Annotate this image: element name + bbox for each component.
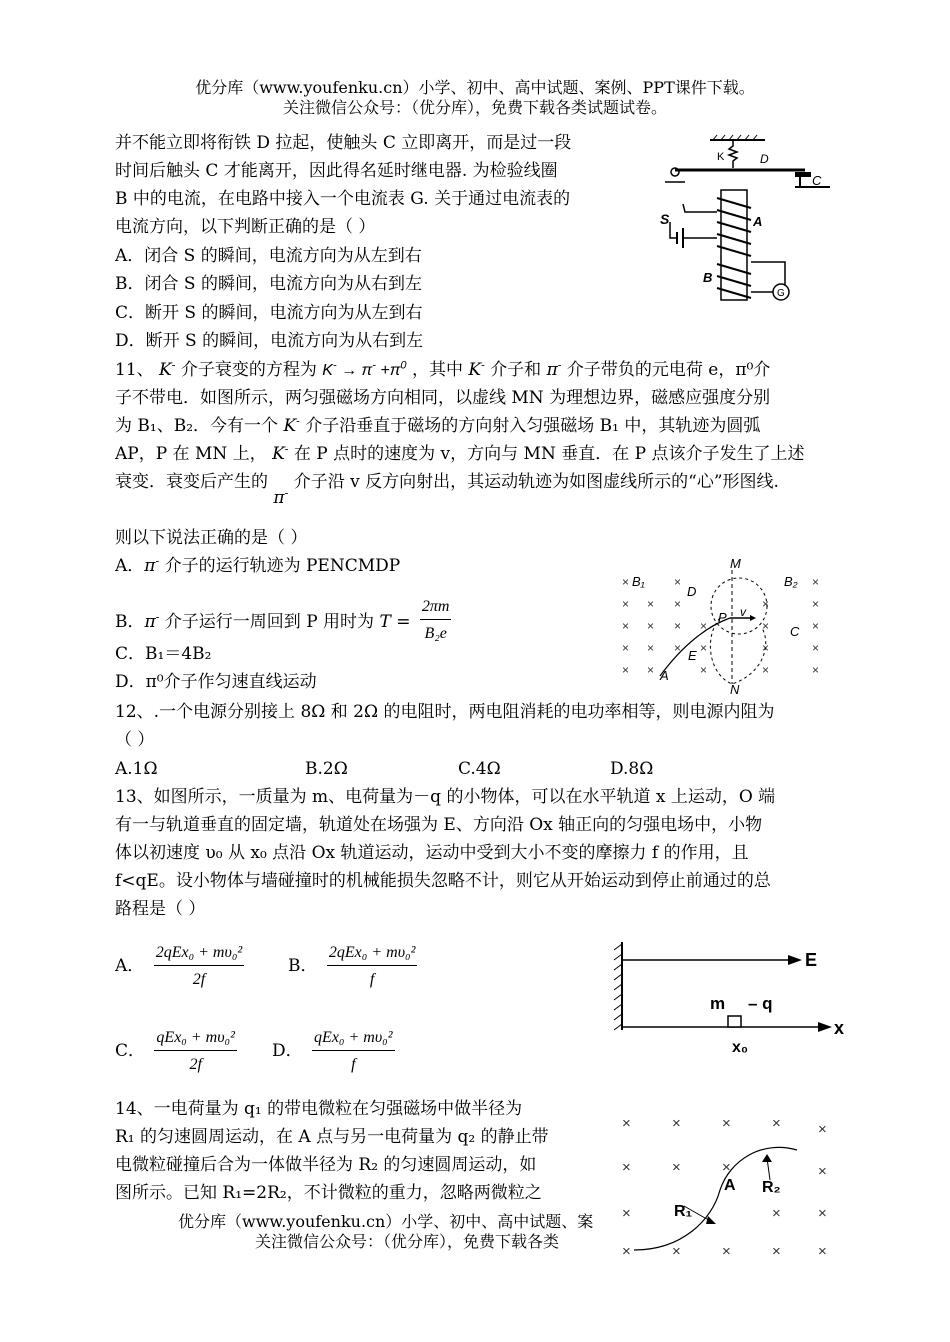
eq-kaon: K xyxy=(322,362,333,379)
fraction-denominator: 2f xyxy=(189,1056,202,1073)
svg-text:×: × xyxy=(762,641,770,655)
fraction-numerator: qEx₀ + mυ₀² xyxy=(312,1027,395,1051)
svg-text:×: × xyxy=(812,597,820,611)
q10-option-c: C．断开 S 的瞬间，电流方向为从左到右 xyxy=(115,303,423,323)
label-d: D xyxy=(687,584,697,599)
q10-line-2: 时间后触头 C 才能离开，因此得名延时继电器. 为检验线圈 xyxy=(115,161,558,181)
q10-line-4: 电流方向，以下判断正确的是（ ） xyxy=(115,217,376,237)
q13-line-1: 13、如图所示，一质量为 m、电荷量为－q 的小物体，可以在水平轨道 x 上运动，O 端 xyxy=(115,787,776,807)
svg-text:×: × xyxy=(818,1163,827,1180)
svg-text:×: × xyxy=(700,641,708,655)
period-fraction xyxy=(420,596,452,645)
q11-opt-text: 介子运行一周回到 P 用时为 xyxy=(164,612,375,632)
label-r1: R₁ xyxy=(674,1203,693,1220)
q11-text: 衰变．衰变后产生的 xyxy=(115,472,268,492)
label-a: A xyxy=(724,1177,736,1194)
q10-line-3: B 中的电流，在电路中接入一个电流表 G. 关于通过电流表的 xyxy=(115,189,571,209)
svg-text:×: × xyxy=(812,619,820,633)
fraction-denominator: f xyxy=(369,971,375,988)
q13-fraction-b xyxy=(327,942,418,991)
header-line-2: 关注微信公众号：（优分库），免费下载各类试题试卷。 xyxy=(282,98,667,117)
label-v: v xyxy=(740,605,746,619)
q13-line-2: 有一与轨道垂直的固定墙，轨道处在场强为 E、方向沿 Ox 轴正向的匀强电场中，小物 xyxy=(115,815,763,835)
q11-line-4: AP，P 在 MN 上， K- 在 P 点时的速度为 v，方向与 MN 垂直．在 P 点该介子发生了上述 xyxy=(115,442,805,464)
q13-line-4: f<qE。设小物体与墙碰撞时的机械能损失忽略不计，则它从开始运动到停止前通过的总 xyxy=(115,871,771,891)
q13-opt-label: A． xyxy=(115,956,145,976)
svg-text:×: × xyxy=(674,641,682,655)
svg-text:×: × xyxy=(762,663,770,677)
q10-line-1: 并不能立即将衔铁 D 拉起，使触头 C 立即离开，而是过一段 xyxy=(115,133,572,153)
q11-line-1: 11、 K- 介子衰变的方程为 $K^- \to \pi^- +\pi^0$ ，其中 K- 介子和 π- 介子带负的元电荷 e，π⁰介 xyxy=(115,358,771,380)
label-b: B xyxy=(703,270,713,285)
label-n: N xyxy=(730,682,740,696)
svg-text:×: × xyxy=(722,1115,731,1132)
electric-field-track-diagram xyxy=(612,938,857,1060)
svg-text:×: × xyxy=(647,597,655,611)
q11-option-a: A．π- 介子的运行轨迹为 PENCMDP xyxy=(115,554,401,576)
fraction-numerator: qEx₀ + mυ₀² xyxy=(154,1027,237,1051)
kaon-symbol: K xyxy=(159,360,172,380)
svg-text:×: × xyxy=(700,619,708,633)
q13-option-d xyxy=(272,1027,399,1076)
label-r2: R₂ xyxy=(762,1179,781,1196)
footer-line-1: 优分库（www.youfenku.cn）小学、初中、高中试题、案 xyxy=(178,1212,594,1231)
q11-line-6: 则以下说法正确的是（ ） xyxy=(115,528,308,548)
svg-text:×: × xyxy=(622,575,630,589)
svg-text:×: × xyxy=(812,641,820,655)
q14-line-4: 图所示。已知 R₁=2R₂，不计微粒的重力，忽略两微粒之 xyxy=(115,1183,542,1203)
eq-pion0: π xyxy=(389,362,401,379)
svg-text:×: × xyxy=(674,575,682,589)
pion-symbol: π xyxy=(144,556,156,576)
q12-line-2: （ ） xyxy=(115,730,155,750)
q13-fraction-d xyxy=(312,1027,395,1076)
kaon-symbol: K xyxy=(468,360,482,380)
q13-option-a xyxy=(115,942,248,991)
label-x0: x₀ xyxy=(732,1039,749,1056)
svg-text:×: × xyxy=(622,619,630,633)
q11-opt-label: B． xyxy=(115,612,145,632)
svg-text:×: × xyxy=(622,597,630,611)
fraction-denominator: 2f xyxy=(192,971,206,988)
svg-text:×: × xyxy=(812,575,820,589)
svg-text:×: × xyxy=(772,1115,781,1132)
svg-text:×: × xyxy=(622,663,630,677)
galvanometer-g: G xyxy=(777,288,785,299)
label-a: A xyxy=(660,668,669,683)
svg-text:×: × xyxy=(672,1243,681,1260)
label-m: M xyxy=(730,556,741,571)
label-q: – q xyxy=(748,994,773,1013)
q11-text: 介子和 xyxy=(490,360,542,380)
svg-text:×: × xyxy=(672,1159,681,1176)
pion-symbol: π xyxy=(546,360,558,380)
svg-text:×: × xyxy=(622,1205,631,1222)
svg-text:×: × xyxy=(818,1243,827,1260)
eq-pion: π xyxy=(361,362,373,379)
svg-text:×: × xyxy=(674,619,682,633)
svg-text:×: × xyxy=(674,597,682,611)
q11-text: AP，P 在 MN 上， xyxy=(115,444,267,464)
svg-text:×: × xyxy=(622,1159,631,1176)
svg-text:×: × xyxy=(647,663,655,677)
kaon-symbol: K xyxy=(272,444,285,464)
label-c: C xyxy=(812,173,822,188)
q11-text: 介子沿垂直于磁场的方向射入匀强磁场 B₁ 中，其轨迹为圆弧 xyxy=(305,416,761,436)
q13-opt-label: B． xyxy=(288,956,318,976)
q13-opt-label: D． xyxy=(272,1041,303,1061)
label-e: E xyxy=(688,648,697,663)
svg-text:×: × xyxy=(762,619,770,633)
q12-option-c: C.4Ω xyxy=(458,759,501,779)
magnetic-field-diagram xyxy=(612,556,832,696)
svg-text:×: × xyxy=(647,641,655,655)
q10-option-b: B．闭合 S 的瞬间，电流方向为从右到左 xyxy=(115,274,422,294)
label-p: P xyxy=(718,610,727,625)
q12-option-d: D.8Ω xyxy=(610,759,654,779)
fraction-numerator: 2qEx₀ + mυ₀² xyxy=(154,942,245,966)
pion-symbol: π xyxy=(144,612,156,632)
svg-text:×: × xyxy=(772,1243,781,1260)
q11-opt-label: A． xyxy=(115,556,145,576)
q11-option-c: C．B₁＝4B₂ xyxy=(115,644,212,664)
q11-opt-text: 介子的运行轨迹为 PENCMDP xyxy=(164,556,401,576)
label-b1: B₁ xyxy=(632,574,645,589)
q14-line-1: 14、一电荷量为 q₁ 的带电微粒在匀强磁场中做半径为 xyxy=(115,1099,523,1119)
q12-option-b: B.2Ω xyxy=(305,759,348,779)
label-e: E xyxy=(805,950,818,970)
kaon-symbol: K xyxy=(283,416,297,436)
svg-text:×: × xyxy=(818,1121,827,1138)
svg-text:×: × xyxy=(818,1205,827,1222)
q13-line-5: 路程是（ ） xyxy=(115,899,206,919)
q13-option-b xyxy=(288,942,421,991)
q13-fraction-c xyxy=(154,1027,237,1076)
svg-text:×: × xyxy=(722,1243,731,1260)
q11-text: 在 P 点时的速度为 v，方向与 MN 垂直．在 P 点该介子发生了上述 xyxy=(293,444,805,464)
collision-field-diagram xyxy=(612,1110,842,1260)
q13-option-c xyxy=(115,1027,241,1076)
label-m: m xyxy=(710,994,726,1013)
q10-option-d: D．断开 S 的瞬间，电流方向为从右到左 xyxy=(115,331,424,351)
svg-text:×: × xyxy=(812,663,820,677)
svg-text:×: × xyxy=(772,1205,781,1222)
label-k: K xyxy=(717,151,725,163)
q13-fraction-a xyxy=(154,942,245,991)
q12-line-1: 12、.一个电源分别接上 8Ω 和 2Ω 的电阻时，两电阻消耗的电功率相等，则电源内阻为 xyxy=(115,702,775,722)
label-s: S xyxy=(660,211,670,227)
svg-text:×: × xyxy=(622,1115,631,1132)
q11-line-2: 子不带电．如图所示，两匀强磁场方向相同，以虚线 MN 为理想边界，磁感应强度分别 xyxy=(115,388,771,408)
q11-text: ，其中 xyxy=(411,360,463,380)
label-b2: B₂ xyxy=(784,574,798,589)
formula-t: T = xyxy=(379,612,411,632)
label-c: C xyxy=(790,624,800,639)
fraction-numerator: 2πm xyxy=(420,596,452,620)
label-x: x xyxy=(834,1018,845,1038)
relay-diagram xyxy=(655,132,840,312)
q11-text: 介子带负的元电荷 e，π⁰介 xyxy=(566,360,771,380)
pion-symbol: π xyxy=(273,488,285,508)
q11-text: 为 B₁、B₂．今有一个 xyxy=(115,416,279,436)
decay-equation: $K^- \to \pi^- +\pi^0$ xyxy=(322,359,407,379)
q11-option-d: D．π⁰介子作匀速直线运动 xyxy=(115,672,317,692)
svg-text:×: × xyxy=(672,1115,681,1132)
q11-line-5: 衰变．衰变后产生的 π- 介子沿 v 反方向射出，其运动轨迹为如图虚线所示的“心”形图线. xyxy=(115,472,779,508)
fraction-denominator: B₂e xyxy=(424,625,447,642)
q11-text: 介子衰变的方程为 xyxy=(180,360,317,380)
svg-text:×: × xyxy=(647,619,655,633)
fraction-numerator: 2qEx₀ + mυ₀² xyxy=(327,942,418,966)
q10-option-a: A．闭合 S 的瞬间，电流方向为从左到右 xyxy=(115,246,422,266)
svg-text:×: × xyxy=(622,1243,631,1260)
q12-option-a: A.1Ω xyxy=(115,759,158,779)
label-a: A xyxy=(753,214,763,229)
fraction-denominator: f xyxy=(351,1056,356,1073)
svg-text:×: × xyxy=(622,641,630,655)
q14-line-3: 电微粒碰撞后合为一体做半径为 R₂ 的匀速圆周运动，如 xyxy=(115,1155,537,1175)
q13-line-3: 体以初速度 υ₀ 从 x₀ 点沿 Ox 轨道运动，运动中受到大小不变的摩擦力 f 的作用，且 xyxy=(115,843,749,863)
q11-line-3: 为 B₁、B₂．今有一个 K- 介子沿垂直于磁场的方向射入匀强磁场 B₁ 中，其轨迹为圆弧 xyxy=(115,414,761,436)
header-line-1: 优分库（www.youfenku.cn）小学、初中、高中试题、案例、PPT课件下载。 xyxy=(195,78,755,97)
q13-opt-label: C． xyxy=(115,1041,146,1061)
label-d: D xyxy=(760,152,769,166)
svg-text:×: × xyxy=(762,597,770,611)
svg-text:×: × xyxy=(700,663,708,677)
q11-option-b: B．π- 介子运行一周回到 P 用时为 T = $\frac{2\pi m}{\text{B₂e}}$ xyxy=(115,598,455,647)
q11-number: 11、 xyxy=(115,360,154,380)
footer-line-2: 关注微信公众号：（优分库），免费下载各类 xyxy=(255,1232,560,1251)
svg-text:×: × xyxy=(722,1159,731,1176)
q14-line-2: R₁ 的匀速圆周运动，在 A 点与另一电荷量为 q₂ 的静止带 xyxy=(115,1127,549,1147)
q11-text: 介子沿 v 反方向射出，其运动轨迹为如图虚线所示的“心”形图线. xyxy=(293,472,779,492)
